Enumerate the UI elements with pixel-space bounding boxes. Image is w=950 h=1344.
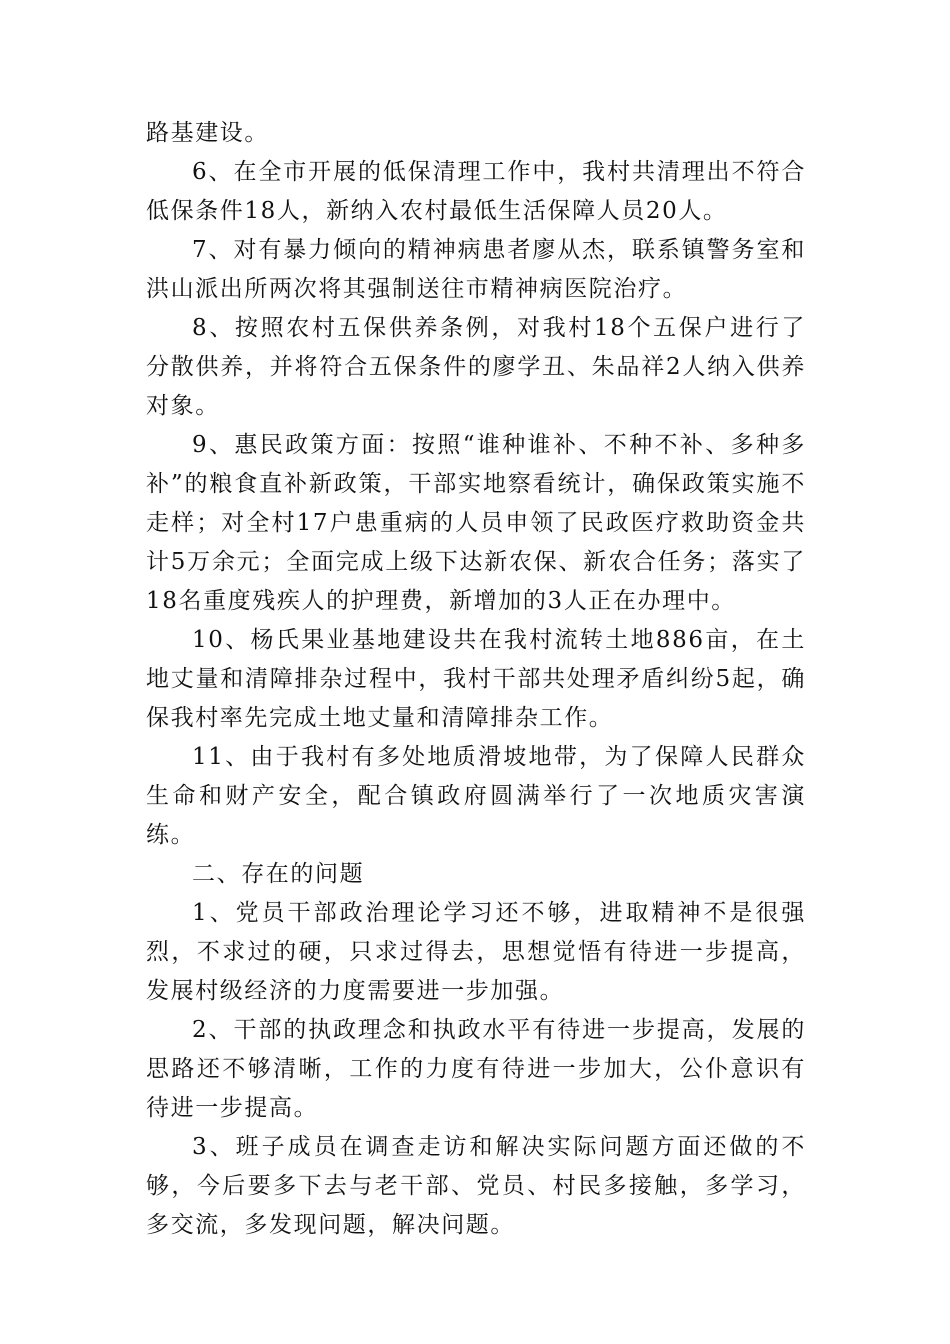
paragraph-item-10: 10、杨氏果业基地建设共在我村流转土地886亩，在土地丈量和清障排杂过程中，我村干部共处理矛盾纠纷5起，确保我村率先完成土地丈量和清障排杂工作。 [146,627,806,731]
paragraph-continuation: 路基建设。 [146,120,269,146]
paragraph-problem-1: 1、党员干部政治理论学习还不够，进取精神不是很强烈，不求过的硬，只求过得去，思想觉悟有待进一步提高，发展村级经济的力度需要进一步加强。 [146,900,806,1004]
paragraph-problem-3: 3、班子成员在调查走访和解决实际问题方面还做的不够，今后要多下去与老干部、党员、村民多接触，多学习，多交流，多发现问题，解决问题。 [146,1134,806,1238]
paragraph-item-7: 7、对有暴力倾向的精神病患者廖从杰，联系镇警务室和洪山派出所两次将其强制送往市精神病医院治疗。 [146,237,806,302]
paragraph-item-8: 8、按照农村五保供养条例，对我村18个五保户进行了分散供养，并将符合五保条件的廖学丑、朱品祥2人纳入供养对象。 [146,315,806,419]
document-body [146,114,806,1245]
paragraph-problem-2: 2、干部的执政理念和执政水平有待进一步提高，发展的思路还不够清晰，工作的力度有待进一步加大，公仆意识有待进一步提高。 [146,1017,806,1121]
section-heading-problems: 二、存在的问题 [192,861,365,887]
paragraph-item-11: 11、由于我村有多处地质滑坡地带，为了保障人民群众生命和财产安全，配合镇政府圆满举行了一次地质灾害演练。 [146,744,806,848]
paragraph-item-9: 9、惠民政策方面：按照“谁种谁补、不种不补、多种多补”的粮食直补新政策，干部实地察看统计，确保政策实施不走样；对全村17户患重病的人员申领了民政医疗救助资金共计5万余元；全面完成上级下达新农保、新农合任务；落实了18名重度残疾人的护理费，新增加的3人正在办理中。 [146,432,806,614]
paragraph-item-6: 6、在全市开展的低保清理工作中，我村共清理出不符合低保条件18人，新纳入农村最低生活保障人员20人。 [146,159,806,224]
